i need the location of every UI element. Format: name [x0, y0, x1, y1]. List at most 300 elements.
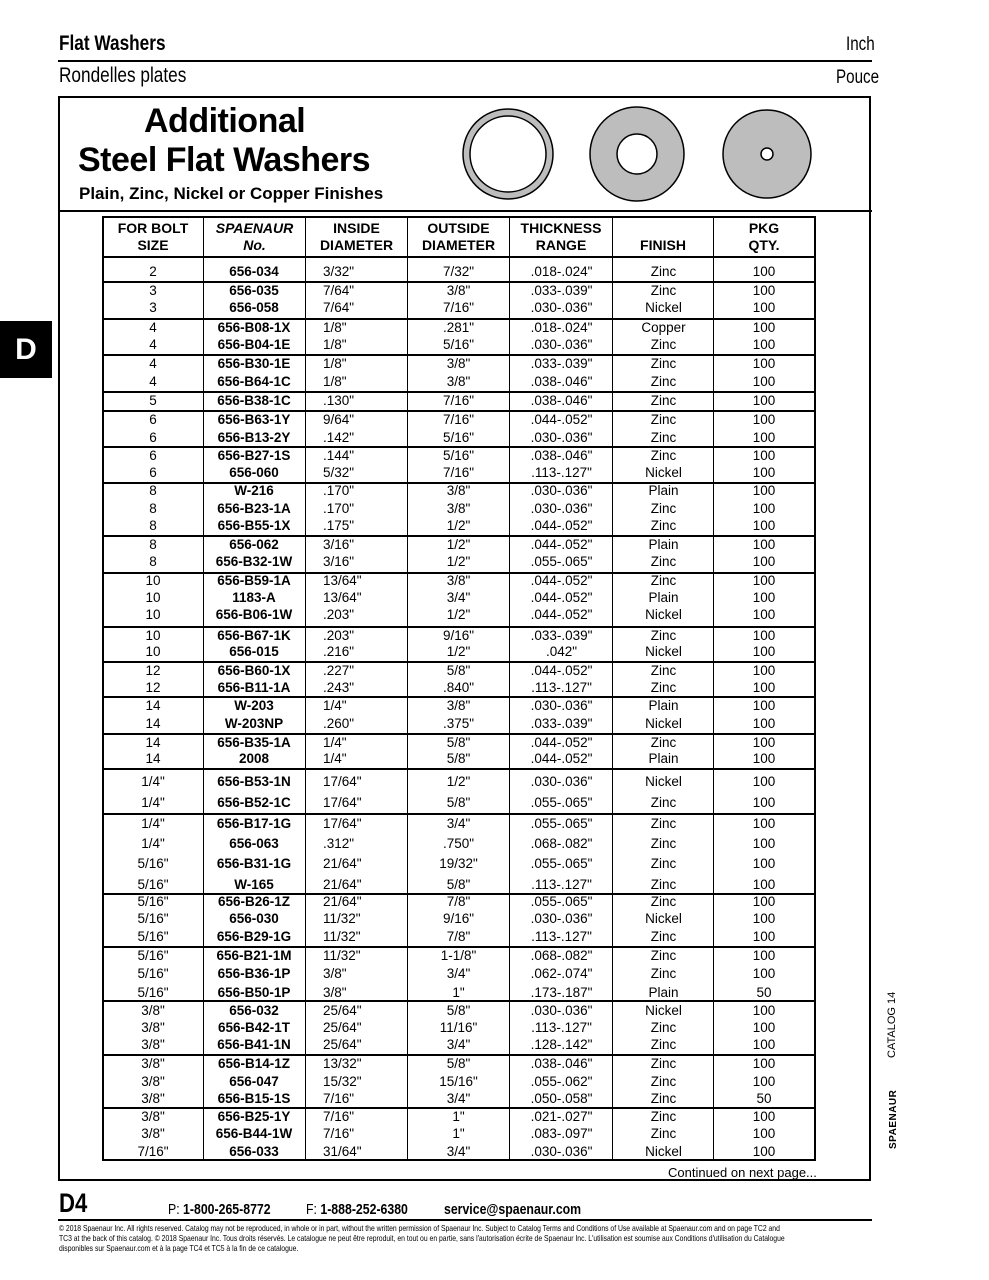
- cell-thickness-range: .055-.065": [530, 554, 593, 569]
- cell-finish: Zinc: [650, 795, 677, 810]
- cell-pkg-qty: 50: [756, 1091, 772, 1106]
- cell-finish: Nickel: [645, 1144, 682, 1159]
- cell-pkg-qty: 100: [752, 911, 776, 926]
- cell-bolt-size: 1/4": [141, 836, 165, 851]
- cell-inside-diameter: .227": [323, 663, 355, 678]
- cell-outside-diameter: 3/4": [446, 1037, 471, 1052]
- cell-inside-diameter: 13/32": [323, 1056, 362, 1071]
- cell-pkg-qty: 100: [752, 374, 776, 389]
- cell-pkg-qty: 100: [752, 735, 776, 750]
- phone-label: P:: [168, 1201, 180, 1218]
- cell-finish: Zinc: [650, 680, 677, 695]
- cell-finish: Zinc: [650, 356, 677, 371]
- cell-bolt-size: 10: [145, 644, 161, 659]
- cell-outside-diameter: 1": [452, 1109, 465, 1124]
- cell-bolt-size: 3/8": [141, 1003, 165, 1018]
- cell-part-number: 656-B67-1K: [217, 628, 291, 643]
- cell-part-number: W-216: [234, 483, 274, 498]
- cell-finish: Plain: [648, 590, 679, 605]
- washer-small-hole-icon: [723, 110, 811, 198]
- cell-pkg-qty: 100: [752, 894, 776, 909]
- cell-finish: Zinc: [650, 1056, 677, 1071]
- cell-thickness-range: .055-.065": [530, 816, 593, 831]
- cell-outside-diameter: 15/16": [439, 1074, 478, 1089]
- cell-part-number: 656-B38-1C: [217, 393, 291, 408]
- cell-thickness-range: .044-.052": [530, 663, 593, 678]
- cell-outside-diameter: 3/8": [446, 356, 471, 371]
- cell-thickness-range: .113-.127": [531, 877, 592, 892]
- cell-finish: Zinc: [650, 448, 677, 463]
- legal-line: TC3 at the back of this catalog. © 2018 Spaenaur Inc. Tous droits réservés. Le catalogue ne peut être reproduit, en tout ou en partie, sans l'autorisation écrite de Spaenaur Inc. L'utilisation est soumise aux Conditions d'utilisation du Catalogue: [59, 1233, 785, 1243]
- cell-finish: Zinc: [650, 393, 677, 408]
- cell-pkg-qty: 100: [752, 283, 776, 298]
- cell-outside-diameter: 3/8": [446, 374, 471, 389]
- cell-thickness-range: .055-.065": [530, 894, 593, 909]
- cell-part-number: 656-B44-1W: [215, 1126, 293, 1141]
- cell-outside-diameter: 1/2": [446, 774, 471, 789]
- cell-bolt-size: 5/16": [137, 966, 169, 981]
- cell-inside-diameter: 7/16": [323, 1109, 355, 1124]
- cell-outside-diameter: .750": [442, 836, 475, 851]
- cell-pkg-qty: 100: [752, 1126, 776, 1141]
- banner-title-line2: Steel Flat Washers: [78, 141, 371, 179]
- cell-part-number: 1183-A: [232, 590, 276, 605]
- cell-thickness-range: .021-.027": [530, 1109, 593, 1124]
- cell-bolt-size: 5/16": [137, 985, 169, 1000]
- cell-part-number: 656-B08-1X: [217, 320, 291, 335]
- cell-finish: Zinc: [650, 430, 677, 445]
- header-inside-diameter: INSIDE DIAMETER: [319, 220, 394, 253]
- cell-finish: Plain: [648, 751, 679, 766]
- cell-outside-diameter: 5/16": [442, 337, 475, 352]
- catalog-label: CATALOG 14: [886, 991, 898, 1058]
- cell-inside-diameter: 21/64": [323, 894, 362, 909]
- cell-finish: Zinc: [650, 816, 677, 831]
- cell-outside-diameter: 5/16": [442, 430, 475, 445]
- cell-finish: Nickel: [645, 911, 682, 926]
- cell-inside-diameter: 7/64": [323, 300, 355, 315]
- cell-finish: Zinc: [650, 663, 677, 678]
- cell-finish: Plain: [648, 537, 679, 552]
- cell-pkg-qty: 100: [752, 628, 776, 643]
- cell-outside-diameter: 9/16": [442, 911, 475, 926]
- section-tab: D: [0, 321, 52, 378]
- cell-outside-diameter: 3/4": [446, 966, 471, 981]
- cell-finish: Nickel: [645, 300, 682, 315]
- cell-inside-diameter: 17/64": [323, 774, 362, 789]
- cell-inside-diameter: .170": [323, 483, 355, 498]
- fax-label: F:: [306, 1201, 317, 1218]
- column-divider: [305, 216, 306, 1161]
- cell-pkg-qty: 100: [752, 1109, 776, 1124]
- cell-finish: Zinc: [650, 894, 677, 909]
- cell-pkg-qty: 100: [752, 264, 776, 279]
- banner-title-line1: Additional: [144, 102, 306, 140]
- cell-pkg-qty: 100: [752, 644, 776, 659]
- cell-bolt-size: 4: [149, 374, 157, 389]
- cell-finish: Zinc: [650, 264, 677, 279]
- cell-thickness-range: .038-.046": [530, 448, 593, 463]
- cell-thickness-range: .030-.036": [530, 911, 593, 926]
- cell-outside-diameter: 3/4": [446, 816, 471, 831]
- cell-outside-diameter: 3/8": [446, 501, 471, 516]
- cell-bolt-size: 6: [149, 448, 157, 463]
- cell-part-number: 656-B15-1S: [217, 1091, 291, 1106]
- cell-outside-diameter: 7/8": [446, 894, 471, 909]
- cell-bolt-size: 3/8": [141, 1020, 165, 1035]
- cell-thickness-range: .030-.036": [530, 337, 593, 352]
- cell-pkg-qty: 100: [752, 774, 776, 789]
- cell-finish: Nickel: [645, 607, 682, 622]
- cell-outside-diameter: 7/16": [442, 393, 475, 408]
- cell-finish: Zinc: [650, 573, 677, 588]
- cell-part-number: 656-B27-1S: [217, 448, 291, 463]
- cell-outside-diameter: 19/32": [439, 856, 478, 871]
- cell-bolt-size: 5/16": [137, 911, 169, 926]
- cell-pkg-qty: 100: [752, 966, 776, 981]
- cell-thickness-range: .173-.187": [530, 985, 593, 1000]
- cell-outside-diameter: 5/8": [446, 877, 471, 892]
- cell-thickness-range: .055-.065": [530, 795, 593, 810]
- cell-part-number: 656-B11-1A: [217, 680, 291, 695]
- cell-bolt-size: 3/8": [141, 1074, 165, 1089]
- cell-finish: Nickel: [645, 1003, 682, 1018]
- cell-part-number: 656-B50-1P: [217, 985, 291, 1000]
- cell-pkg-qty: 100: [752, 300, 776, 315]
- cell-thickness-range: .033-.039": [530, 356, 593, 371]
- cell-part-number: 656-032: [229, 1003, 279, 1018]
- cell-inside-diameter: 31/64": [323, 1144, 362, 1159]
- cell-outside-diameter: 3/4": [446, 590, 471, 605]
- cell-pkg-qty: 100: [752, 1037, 776, 1052]
- cell-bolt-size: 3/8": [141, 1037, 165, 1052]
- cell-inside-diameter: .130": [323, 393, 355, 408]
- cell-finish: Zinc: [650, 554, 677, 569]
- cell-outside-diameter: 3/4": [446, 1091, 471, 1106]
- cell-pkg-qty: 100: [752, 501, 776, 516]
- cell-bolt-size: 14: [145, 716, 161, 731]
- cell-part-number: 656-B41-1N: [217, 1037, 291, 1052]
- cell-pkg-qty: 100: [752, 537, 776, 552]
- cell-bolt-size: 8: [149, 501, 157, 516]
- cell-part-number: 656-B60-1X: [217, 663, 291, 678]
- cell-thickness-range: .044-.052": [530, 751, 593, 766]
- cell-outside-diameter: 1": [452, 1126, 465, 1141]
- cell-thickness-range: .113-.127": [531, 680, 592, 695]
- group-rule: [102, 768, 816, 770]
- cell-pkg-qty: 100: [752, 836, 776, 851]
- cell-bolt-size: 5: [149, 393, 157, 408]
- cell-thickness-range: .083-.097": [530, 1126, 593, 1141]
- cell-inside-diameter: 17/64": [323, 795, 362, 810]
- cell-pkg-qty: 100: [752, 1144, 776, 1159]
- page-title-fr: Rondelles plates: [59, 64, 187, 87]
- cell-outside-diameter: 11/16": [439, 1020, 478, 1035]
- cell-finish: Zinc: [650, 929, 677, 944]
- cell-thickness-range: .044-.052": [530, 573, 593, 588]
- cell-part-number: 656-B52-1C: [217, 795, 291, 810]
- cell-thickness-range: .038-.046": [530, 393, 593, 408]
- cell-pkg-qty: 100: [752, 856, 776, 871]
- cell-outside-diameter: 7/8": [446, 929, 471, 944]
- banner-rule: [58, 210, 872, 212]
- cell-finish: Zinc: [650, 856, 677, 871]
- cell-outside-diameter: 5/8": [446, 795, 471, 810]
- cell-finish: Plain: [648, 985, 679, 1000]
- cell-bolt-size: 3: [149, 300, 157, 315]
- cell-part-number: 656-B04-1E: [217, 337, 291, 352]
- cell-bolt-size: 4: [149, 356, 157, 371]
- cell-bolt-size: 14: [145, 735, 161, 750]
- header-pkg-qty: PKG QTY.: [748, 220, 780, 253]
- cell-part-number: 656-030: [229, 911, 279, 926]
- header-rule: [58, 60, 872, 62]
- cell-finish: Zinc: [650, 283, 677, 298]
- cell-thickness-range: .018-.024": [530, 320, 593, 335]
- cell-finish: Zinc: [650, 948, 677, 963]
- cell-inside-diameter: 1/8": [323, 320, 347, 335]
- cell-outside-diameter: 9/16": [442, 628, 475, 643]
- header-part-number: SPAENAUR No.: [215, 220, 294, 253]
- cell-inside-diameter: .203": [323, 607, 355, 622]
- cell-part-number: 656-058: [229, 300, 279, 315]
- cell-finish: Zinc: [650, 1126, 677, 1141]
- cell-thickness-range: .113-.127": [531, 929, 592, 944]
- cell-part-number: 656-015: [229, 644, 279, 659]
- cell-thickness-range: .050-.058": [530, 1091, 593, 1106]
- cell-pkg-qty: 100: [752, 465, 776, 480]
- cell-bolt-size: 10: [145, 607, 161, 622]
- cell-inside-diameter: 7/64": [323, 283, 355, 298]
- cell-thickness-range: .030-.036": [530, 774, 593, 789]
- cell-thickness-range: .044-.052": [530, 607, 593, 622]
- cell-outside-diameter: 7/16": [442, 300, 475, 315]
- cell-part-number: 656-B13-2Y: [217, 430, 291, 445]
- footer-rule: [58, 1219, 872, 1221]
- cell-inside-diameter: 1/8": [323, 356, 347, 371]
- cell-pkg-qty: 100: [752, 573, 776, 588]
- cell-part-number: 656-B64-1C: [217, 374, 291, 389]
- cell-part-number: 2008: [238, 751, 270, 766]
- cell-outside-diameter: .281": [442, 320, 475, 335]
- cell-thickness-range: .055-.062": [530, 1074, 593, 1089]
- fax-value: 1-888-252-6380: [320, 1201, 408, 1218]
- cell-finish: Nickel: [645, 716, 682, 731]
- washer-illustrations: [460, 102, 820, 206]
- cell-bolt-size: 1/4": [141, 816, 165, 831]
- cell-finish: Zinc: [650, 501, 677, 516]
- cell-pkg-qty: 100: [752, 356, 776, 371]
- cell-part-number: 656-B17-1G: [216, 816, 292, 831]
- cell-finish: Zinc: [650, 1109, 677, 1124]
- cell-part-number: 656-B14-1Z: [217, 1056, 291, 1071]
- cell-part-number: 656-B23-1A: [217, 501, 291, 516]
- header-finish: FINISH: [640, 237, 686, 253]
- cell-pkg-qty: 100: [752, 320, 776, 335]
- cell-bolt-size: 8: [149, 537, 157, 552]
- cell-inside-diameter: 1/8": [323, 337, 347, 352]
- washer-medium-hole-icon: [590, 107, 684, 201]
- cell-outside-diameter: 5/8": [446, 735, 471, 750]
- cell-part-number: 656-B42-1T: [217, 1020, 291, 1035]
- cell-outside-diameter: 1/2": [446, 537, 471, 552]
- cell-outside-diameter: 1/2": [446, 554, 471, 569]
- phone-value: 1-800-265-8772: [183, 1201, 271, 1218]
- cell-inside-diameter: 21/64": [323, 877, 362, 892]
- cell-part-number: 656-B21-1M: [216, 948, 292, 963]
- cell-bolt-size: 5/16": [137, 929, 169, 944]
- cell-bolt-size: 8: [149, 483, 157, 498]
- cell-part-number: 656-062: [229, 537, 279, 552]
- cell-thickness-range: .068-.082": [530, 948, 593, 963]
- page-title: Flat Washers: [59, 32, 166, 55]
- cell-inside-diameter: 11/32": [323, 911, 361, 926]
- header-outside-diameter: OUTSIDE DIAMETER: [421, 220, 496, 253]
- cell-part-number: 656-047: [229, 1074, 279, 1089]
- cell-outside-diameter: 3/8": [446, 573, 471, 588]
- cell-pkg-qty: 100: [752, 554, 776, 569]
- legal-line: disponibles sur Spaenaur.com et à la page TC4 et TC5 à la fin de ce catalogue.: [59, 1243, 299, 1253]
- cell-thickness-range: .030-.036": [530, 1144, 593, 1159]
- legal-line: © 2018 Spaenaur Inc. All rights reserved. Catalog may not be reproduced, in whole or in part, without the written permission of Spaenaur Inc. Subject to Catalog Terms and Conditions of Use available at Spaenaur.com and on page TC2 and: [59, 1223, 780, 1233]
- cell-finish: Nickel: [645, 465, 682, 480]
- cell-thickness-range: .128-.142": [530, 1037, 593, 1052]
- cell-inside-diameter: 13/64": [323, 573, 362, 588]
- header-thickness-range: THICKNESS RANGE: [520, 220, 602, 253]
- legal-notice: [59, 1223, 872, 1253]
- cell-bolt-size: 6: [149, 412, 157, 427]
- cell-inside-diameter: .260": [323, 716, 355, 731]
- cell-inside-diameter: .142": [323, 430, 355, 445]
- cell-bolt-size: 12: [145, 663, 161, 678]
- cell-inside-diameter: 1/4": [323, 751, 347, 766]
- cell-bolt-size: 5/16": [137, 894, 169, 909]
- cell-finish: Plain: [648, 698, 679, 713]
- cell-inside-diameter: 3/16": [323, 537, 355, 552]
- cell-inside-diameter: 7/16": [323, 1091, 355, 1106]
- cell-thickness-range: .113-.127": [531, 1020, 592, 1035]
- email-link[interactable]: service@spaenaur.com: [444, 1201, 582, 1218]
- fax-number: [306, 1201, 408, 1218]
- cell-inside-diameter: 11/32": [323, 948, 361, 963]
- cell-finish: Zinc: [650, 836, 677, 851]
- cell-bolt-size: 8: [149, 554, 157, 569]
- washer-large-hole-icon: [463, 109, 553, 199]
- cell-outside-diameter: 3/4": [446, 1144, 471, 1159]
- group-rule: [102, 1000, 816, 1002]
- cell-pkg-qty: 100: [752, 590, 776, 605]
- unit-label-fr: Pouce: [836, 67, 880, 88]
- cell-part-number: 656-B29-1G: [216, 929, 292, 944]
- cell-thickness-range: .044-.052": [530, 735, 593, 750]
- cell-outside-diameter: 3/8": [446, 698, 471, 713]
- cell-part-number: 656-033: [229, 1144, 279, 1159]
- cell-finish: Zinc: [650, 1091, 677, 1106]
- cell-thickness-range: .044-.052": [530, 537, 593, 552]
- cell-part-number: 656-060: [229, 465, 279, 480]
- cell-outside-diameter: 1/2": [446, 607, 471, 622]
- cell-finish: Zinc: [650, 518, 677, 533]
- cell-bolt-size: 8: [149, 518, 157, 533]
- cell-thickness-range: .062-.074": [530, 966, 593, 981]
- cell-thickness-range: .018-.024": [530, 264, 593, 279]
- cell-bolt-size: 7/16": [137, 1144, 169, 1159]
- phone-number[interactable]: [168, 1201, 271, 1218]
- cell-pkg-qty: 100: [752, 337, 776, 352]
- cell-inside-diameter: 13/64": [323, 590, 362, 605]
- cell-outside-diameter: 1": [452, 985, 465, 1000]
- cell-outside-diameter: 5/8": [446, 1003, 471, 1018]
- cell-outside-diameter: .840": [442, 680, 475, 695]
- cell-thickness-range: .033-.039": [530, 628, 593, 643]
- cell-pkg-qty: 100: [752, 1003, 776, 1018]
- cell-outside-diameter: 1-1/8": [440, 948, 477, 963]
- cell-inside-diameter: 1/4": [323, 698, 347, 713]
- cell-finish: Nickel: [645, 774, 682, 789]
- cell-pkg-qty: 100: [752, 698, 776, 713]
- cell-pkg-qty: 100: [752, 929, 776, 944]
- cell-bolt-size: 4: [149, 337, 157, 352]
- cell-part-number: W-203: [234, 698, 274, 713]
- cell-bolt-size: 4: [149, 320, 157, 335]
- cell-part-number: 656-035: [229, 283, 279, 298]
- cell-outside-diameter: 5/16": [442, 448, 475, 463]
- cell-part-number: 656-B63-1Y: [217, 412, 291, 427]
- cell-pkg-qty: 100: [752, 412, 776, 427]
- cell-outside-diameter: 7/16": [442, 412, 475, 427]
- group-rule: [102, 813, 816, 815]
- cell-pkg-qty: 100: [752, 816, 776, 831]
- cell-bolt-size: 12: [145, 680, 161, 695]
- cell-outside-diameter: 3/8": [446, 283, 471, 298]
- cell-inside-diameter: 17/64": [323, 816, 362, 831]
- cell-part-number: 656-B26-1Z: [217, 894, 291, 909]
- brand-logo: SPAENAUR: [888, 1089, 899, 1149]
- cell-thickness-range: .042": [545, 644, 578, 659]
- cell-bolt-size: 5/16": [137, 877, 169, 892]
- cell-inside-diameter: .243": [323, 680, 355, 695]
- cell-inside-diameter: .203": [323, 628, 355, 643]
- cell-thickness-range: .055-.065": [530, 856, 593, 871]
- cell-bolt-size: 3/8": [141, 1056, 165, 1071]
- cell-bolt-size: 6: [149, 430, 157, 445]
- cell-finish: Nickel: [645, 644, 682, 659]
- cell-inside-diameter: .144": [323, 448, 355, 463]
- cell-outside-diameter: 1/2": [446, 518, 471, 533]
- cell-thickness-range: .030-.036": [530, 501, 593, 516]
- cell-bolt-size: 14: [145, 751, 161, 766]
- cell-part-number: 656-B30-1E: [217, 356, 291, 371]
- cell-outside-diameter: 5/8": [446, 1056, 471, 1071]
- cell-finish: Zinc: [650, 1074, 677, 1089]
- cell-finish: Zinc: [650, 966, 677, 981]
- cell-thickness-range: .030-.036": [530, 430, 593, 445]
- cell-inside-diameter: .216": [323, 644, 355, 659]
- cell-pkg-qty: 100: [752, 448, 776, 463]
- cell-inside-diameter: 21/64": [323, 856, 362, 871]
- cell-inside-diameter: 1/4": [323, 735, 347, 750]
- cell-inside-diameter: 9/64": [323, 412, 355, 427]
- cell-bolt-size: 10: [145, 590, 161, 605]
- cell-inside-diameter: 15/32": [323, 1074, 362, 1089]
- cell-thickness-range: .044-.052": [530, 412, 593, 427]
- banner-subtitle: Plain, Zinc, Nickel or Copper Finishes: [79, 184, 384, 203]
- cell-outside-diameter: .375": [442, 716, 475, 731]
- cell-inside-diameter: .312": [323, 836, 355, 851]
- cell-pkg-qty: 100: [752, 393, 776, 408]
- cell-thickness-range: .030-.036": [530, 300, 593, 315]
- cell-pkg-qty: 100: [752, 716, 776, 731]
